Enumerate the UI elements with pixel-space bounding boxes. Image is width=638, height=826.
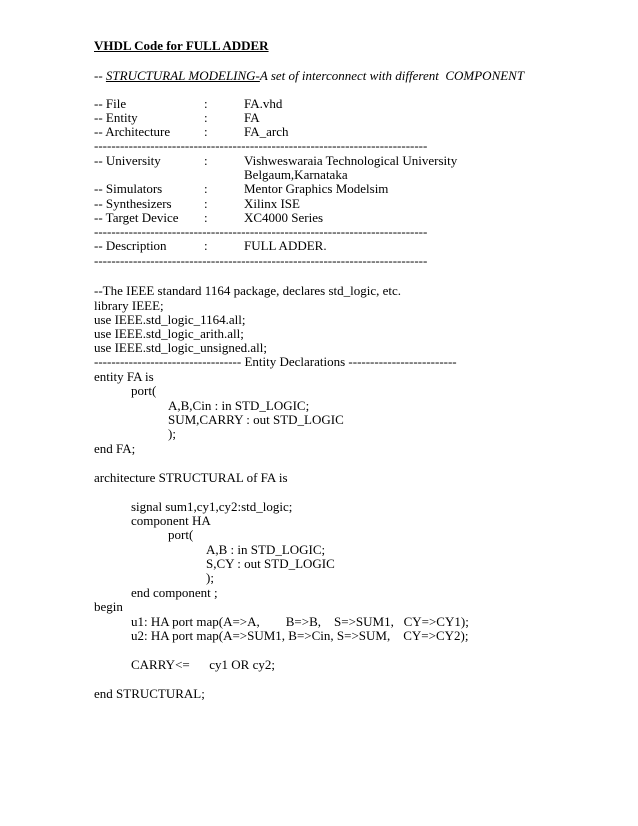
page-title: VHDL Code for FULL ADDER	[94, 38, 269, 53]
subtitle-prefix: --	[94, 68, 106, 83]
rule-1: -----------------------------------------------------------------------------	[94, 138, 428, 153]
header-target-sep: :	[204, 210, 208, 225]
header-target-label: -- Target Device	[94, 210, 179, 225]
code-line: A,B,Cin : in STD_LOGIC;	[168, 398, 310, 413]
code-line: component HA	[131, 513, 211, 528]
code-line: S,CY : out STD_LOGIC	[206, 556, 335, 571]
header-simulators-sep: :	[204, 181, 208, 196]
code-line: CARRY<= cy1 OR cy2;	[131, 657, 275, 672]
code-line: signal sum1,cy1,cy2:std_logic;	[131, 499, 293, 514]
rule-2: -----------------------------------------------------------------------------	[94, 224, 428, 239]
code-line: end STRUCTURAL;	[94, 686, 205, 701]
header-university-label: -- University	[94, 153, 161, 168]
header-university-value: Vishweswaraia Technological University	[244, 153, 458, 168]
header-description-sep: :	[204, 238, 208, 253]
header-entity-label: -- Entity	[94, 110, 138, 125]
header-simulators-value: Mentor Graphics Modelsim	[244, 181, 389, 196]
header-university-sep: :	[204, 153, 208, 168]
code-line: library IEEE;	[94, 298, 164, 313]
code-line: ---------------------------------- Entity Declarations -------------------------	[94, 354, 457, 369]
header-synthesizers-label: -- Synthesizers	[94, 196, 172, 211]
header-file-sep: :	[204, 96, 208, 111]
code-line: port(	[168, 527, 194, 542]
code-line: use IEEE.std_logic_arith.all;	[94, 326, 244, 341]
subtitle-rest: A set of interconnect with different COMPONENT	[259, 68, 525, 83]
code-line: u2: HA port map(A=>SUM1, B=>Cin, S=>SUM, CY=>CY2);	[131, 628, 469, 643]
rule-3: -----------------------------------------------------------------------------	[94, 253, 428, 268]
code-line: begin	[94, 599, 123, 614]
code-line: SUM,CARRY : out STD_LOGIC	[168, 412, 344, 427]
header-description-label: -- Description	[94, 238, 167, 253]
header-synthesizers-value: Xilinx ISE	[244, 196, 300, 211]
code-line: end FA;	[94, 441, 136, 456]
header-target-value: XC4000 Series	[244, 210, 324, 225]
header-university-location: Belgaum,Karnataka	[244, 167, 348, 182]
header-file-value: FA.vhd	[244, 96, 283, 111]
code-line: use IEEE.std_logic_1164.all;	[94, 312, 246, 327]
code-line: entity FA is	[94, 369, 154, 384]
code-line: port(	[131, 383, 157, 398]
header-description-value: FULL ADDER.	[244, 238, 327, 253]
code-line: architecture STRUCTURAL of FA is	[94, 470, 288, 485]
header-architecture-sep: :	[204, 124, 208, 139]
code-line: );	[206, 570, 214, 585]
header-entity-sep: :	[204, 110, 208, 125]
header-entity-value: FA	[244, 110, 260, 125]
subtitle-underlined: STRUCTURAL MODELING-	[105, 68, 260, 83]
header-architecture-label: -- Architecture	[94, 124, 171, 139]
header-file-label: -- File	[94, 96, 127, 111]
code-line: );	[168, 426, 176, 441]
header-simulators-label: -- Simulators	[94, 181, 163, 196]
subtitle	[94, 68, 524, 83]
code-line: u1: HA port map(A=>A, B=>B, S=>SUM1, CY=>CY1);	[131, 614, 469, 629]
header-architecture-value: FA_arch	[244, 124, 289, 139]
code-line: A,B : in STD_LOGIC;	[206, 542, 326, 557]
header-synthesizers-sep: :	[204, 196, 208, 211]
code-line: end component ;	[131, 585, 218, 600]
code-line: use IEEE.std_logic_unsigned.all;	[94, 340, 267, 355]
code-line: --The IEEE standard 1164 package, declares std_logic, etc.	[94, 283, 402, 298]
